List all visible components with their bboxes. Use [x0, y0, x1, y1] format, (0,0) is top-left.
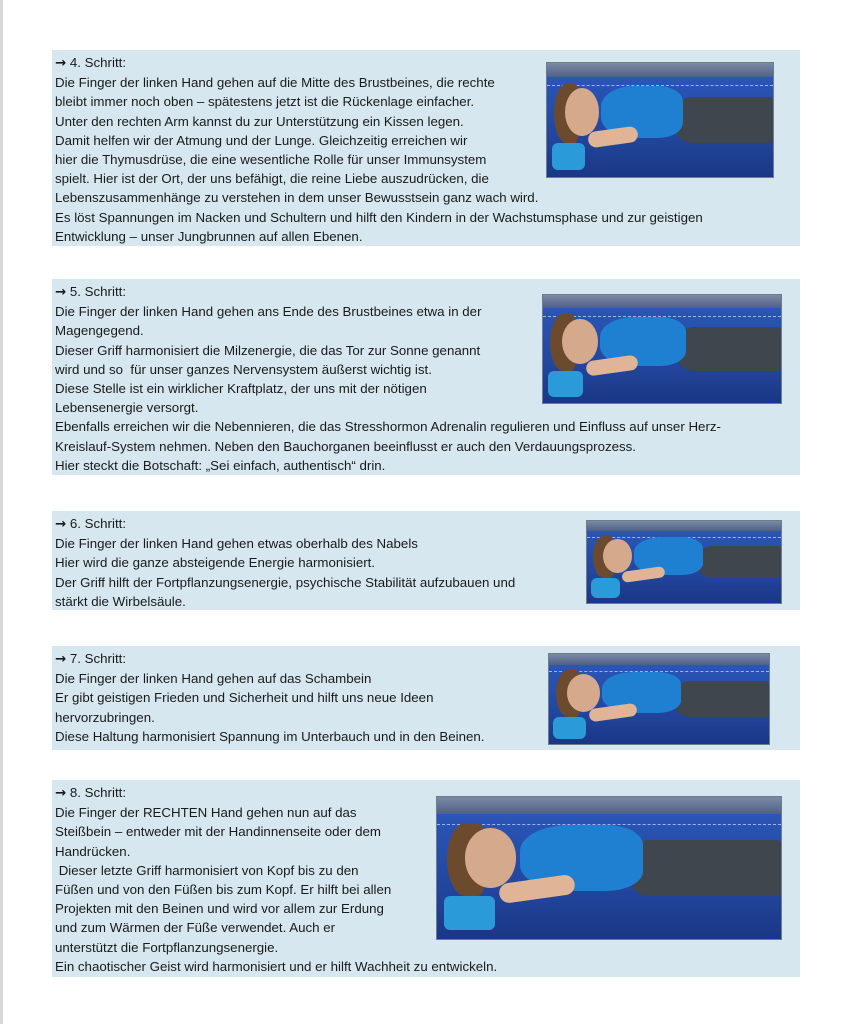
step-4-line: spielt. Hier ist der Ort, der uns befähigt, die reine Liebe auszudrücken, die [55, 171, 489, 187]
step-8-line: Füßen und von den Füßen bis zum Kopf. Er hilft bei allen [55, 882, 392, 898]
wall [543, 295, 781, 308]
step-4-line: hier die Thymusdrüse, die eine wesentliche Rolle für unser Immunsystem [55, 152, 487, 168]
step-5-line: Ebenfalls erreichen wir die Nebennieren, die das Stresshormon Adrenalin regulieren und Einfluss auf unser Herz- [55, 419, 721, 435]
step-6-box [52, 511, 800, 610]
head [565, 88, 599, 136]
step-5-line: Kreislauf-System nehmen. Neben den Bauchorganen beeinflusst er auch den Verdauungsprozess. [55, 438, 636, 454]
step-4-line: Es löst Spannungen im Nacken und Schultern und hilft den Kindern in der Wachstumsphase und zur geistigen [55, 209, 703, 225]
step-4-photo [546, 62, 774, 178]
step-7-line: Diese Haltung harmonisiert Spannung im Unterbauch und in den Beinen. [55, 728, 485, 744]
step-5-line: Die Finger der linken Hand gehen ans Ende des Brustbeines etwa in der [55, 304, 482, 320]
step-7-box [52, 646, 800, 750]
step-8-box [52, 780, 800, 977]
step-5-line: Lebensenergie versorgt. [55, 400, 199, 416]
step-5-photo [542, 294, 782, 404]
step-4-line: Entwicklung – unser Jungbrunnen auf allen Ebenen. [55, 228, 363, 244]
pillow [548, 371, 584, 397]
step-4-line: Unter den rechten Arm kannst du zur Unterstützung ein Kissen legen. [55, 113, 464, 129]
page-edge [0, 0, 3, 1024]
step-8-line: Projekten mit den Beinen und wird vor allem zur Erdung [55, 901, 384, 917]
step-4-box [52, 50, 800, 246]
step-8-line: Die Finger der RECHTEN Hand gehen nun auf das [55, 805, 357, 821]
step-8-line: Ein chaotischer Geist wird harmonisiert und er hilft Wachheit zu entwickeln. [55, 958, 498, 974]
pillow [591, 578, 620, 598]
step-7-line: Die Finger der linken Hand gehen auf das Schambein [55, 671, 372, 687]
step-6-line: Hier wird die ganze absteigende Energie harmonisiert. [55, 555, 376, 571]
step-7-heading: → 7. Schritt: [55, 651, 127, 667]
step-8-line: Dieser letzte Griff harmonisiert von Kopf bis zu den [55, 862, 359, 878]
legs [696, 546, 781, 579]
step-4-heading: → 4. Schritt: [55, 55, 127, 71]
head [465, 828, 517, 888]
step-5-heading: → 5. Schritt: [55, 284, 127, 300]
legs [674, 97, 773, 143]
wall [437, 797, 781, 814]
step-5-box [52, 279, 800, 475]
pillow [553, 717, 586, 739]
step-5-line: Magengegend. [55, 323, 144, 339]
step-6-line: Die Finger der linken Hand gehen etwas oberhalb des Nabels [55, 536, 418, 552]
pillow [444, 896, 496, 930]
step-7-line: Er gibt geistigen Frieden und Sicherheit und hilft uns neue Ideen [55, 690, 434, 706]
step-6-line: stärkt die Wirbelsäule. [55, 593, 186, 609]
step-8-line: unterstützt die Fortpflanzungsenergie. [55, 939, 279, 955]
step-6-photo [586, 520, 782, 604]
head [567, 674, 600, 712]
step-7-photo [548, 653, 770, 745]
legs [630, 840, 781, 897]
step-5-line: Dieser Griff harmonisiert die Milzenergie, die das Tor zur Sonne genannt [55, 342, 481, 358]
step-4-line: bleibt immer noch oben – spätestens jetzt ist die Rückenlage einfacher. [55, 94, 475, 110]
step-5-line: wird und so für unser ganzes Nervensystem äußerst wichtig ist. [55, 361, 432, 377]
step-5-line: Diese Stelle ist ein wirklicher Kraftplatz, der uns mit der nötigen [55, 381, 427, 397]
step-8-line: Steißbein – entweder mit der Handinnenseite oder dem [55, 824, 381, 840]
step-8-line: Handrücken. [55, 843, 131, 859]
step-7-line: hervorzubringen. [55, 709, 155, 725]
arrow-icon: → [55, 786, 67, 801]
step-8-heading: → 8. Schritt: [55, 785, 127, 801]
arrow-icon: → [55, 517, 67, 532]
head [562, 319, 598, 364]
head [603, 539, 632, 573]
wall [587, 521, 781, 531]
step-4-line: Lebenszusammenhänge zu verstehen in dem unser Bewusstsein ganz wach wird. [55, 190, 539, 206]
arrow-icon: → [55, 285, 67, 300]
legs [676, 327, 781, 370]
arrow-icon: → [55, 652, 67, 667]
step-5-line: Hier steckt die Botschaft: „Sei einfach, authentisch“ drin. [55, 457, 386, 473]
arrow-icon: → [55, 56, 67, 71]
legs [672, 681, 769, 717]
step-4-line: Damit helfen wir der Atmung und der Lunge. Gleichzeitig erreichen wir [55, 132, 468, 148]
step-6-line: Der Griff hilft der Fortpflanzungsenergie, psychische Stabilität aufzubauen und [55, 574, 516, 590]
step-8-photo [436, 796, 782, 940]
wall [549, 654, 769, 665]
pillow [552, 143, 586, 170]
step-6-heading: → 6. Schritt: [55, 516, 127, 532]
step-4-line: Die Finger der linken Hand gehen auf die Mitte des Brustbeines, die rechte [55, 75, 495, 91]
step-8-line: und zum Wärmen der Füße verwendet. Auch er [55, 920, 336, 936]
wall [547, 63, 773, 77]
